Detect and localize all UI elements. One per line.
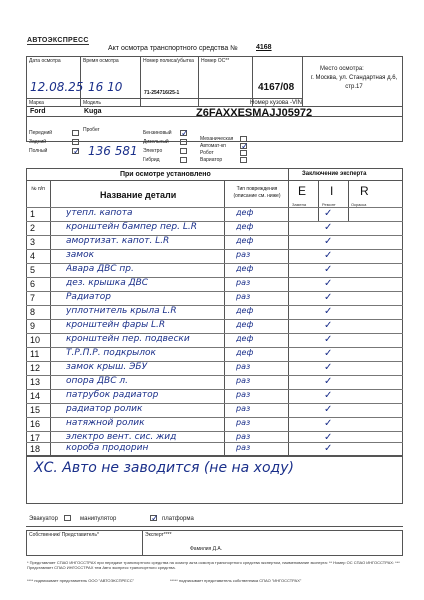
- manip-label: манипулятор: [80, 516, 117, 522]
- row-type: раз: [236, 250, 251, 259]
- row-type: деф: [236, 334, 254, 343]
- row-no: 8: [30, 307, 36, 317]
- row-name: уплотнитель крыла L.R: [66, 306, 177, 316]
- drive-check-1[interactable]: [72, 139, 79, 145]
- row-no: 12: [30, 363, 41, 373]
- table-row: [26, 319, 403, 333]
- table-row: [26, 263, 403, 277]
- date-value: 12.08.25: [30, 80, 84, 94]
- row-mark: ✓: [324, 250, 333, 261]
- row-mark: ✓: [324, 418, 333, 429]
- row-no: 13: [30, 377, 41, 387]
- footnote-3: ***** подписывает представитель собственника СПАО "ИНГОССТРАХ": [170, 578, 302, 583]
- row-name: кронштейн бампер пер. L.R: [66, 222, 197, 232]
- row-type: раз: [236, 443, 251, 452]
- evac-label: Эвакуатор: [29, 516, 58, 522]
- row-name: радиатор ролик: [66, 404, 143, 414]
- row-type: деф: [236, 236, 254, 245]
- row-type: раз: [236, 404, 251, 413]
- row-name: замок: [66, 250, 95, 260]
- manip-tick: ✓: [151, 513, 159, 523]
- table-row: [26, 305, 403, 319]
- row-no: 15: [30, 405, 41, 415]
- time-label: Время осмотра: [83, 58, 119, 64]
- row-mark: ✓: [324, 292, 333, 303]
- model-label: Модель: [83, 100, 101, 106]
- row-type: деф: [236, 306, 254, 315]
- row-name: короба продорин: [66, 443, 149, 453]
- brand-label: Марка: [29, 100, 44, 106]
- row-type: раз: [236, 418, 251, 427]
- row-name: утепл. капота: [66, 208, 133, 218]
- place-value: г. Москва, ул. Стандартная д.6, стр.17: [310, 75, 398, 90]
- col-r-sub: Окраска: [351, 202, 367, 207]
- table-row: [26, 333, 403, 347]
- col-r-header: R: [360, 184, 369, 198]
- logo: АВТОЭКСПРЕСС: [27, 37, 89, 44]
- fuel-item-1: Дизельный: [143, 139, 169, 145]
- row-mark: ✓: [324, 236, 333, 247]
- fuel-check-1[interactable]: [180, 139, 187, 145]
- gearbox-item-0: Механическая: [200, 136, 234, 142]
- row-type: раз: [236, 432, 251, 441]
- row-no: 14: [30, 391, 41, 401]
- col-no-header: № п/п: [31, 186, 45, 192]
- row-no: 6: [30, 279, 36, 289]
- row-no: 11: [30, 349, 40, 359]
- row-type: раз: [236, 278, 251, 287]
- table-row: [26, 361, 403, 375]
- row-name: кронштейн пер. подвески: [66, 334, 190, 344]
- table-row: [26, 249, 403, 263]
- col-i-header: I: [330, 184, 334, 198]
- row-no: 16: [30, 419, 41, 429]
- row-name: натяжной ролик: [66, 418, 145, 428]
- row-name: Т.Р.П.Р. подкрылок: [66, 348, 156, 358]
- fuel-item-3: Гибрид: [143, 157, 160, 163]
- fuel-tick: ✓: [181, 128, 189, 138]
- row-mark: ✓: [324, 306, 333, 317]
- policy-value: 71-254716/25-1: [144, 90, 180, 96]
- row-mark: ✓: [324, 362, 333, 373]
- place-label: Место осмотра:: [320, 66, 364, 72]
- mileage-value: 136 581: [88, 144, 138, 158]
- act-number: 4168: [256, 44, 272, 51]
- row-no: 9: [30, 321, 36, 331]
- row-mark: ✓: [324, 404, 333, 415]
- row-no: 5: [30, 265, 36, 275]
- table-row: [26, 442, 403, 456]
- drive-item-2: Полный: [29, 148, 48, 154]
- col-e-header: E: [298, 184, 307, 198]
- evac-check[interactable]: [64, 515, 71, 521]
- row-no: 3: [30, 237, 36, 247]
- date-label: Дата осмотра: [29, 58, 61, 64]
- ins-label: Номер ОС**: [201, 58, 230, 64]
- drive-tick: ✓: [73, 146, 81, 156]
- table-row: [26, 221, 403, 235]
- col-type-header: Тип повреждения (описание см. ниже): [233, 186, 281, 199]
- row-mark: ✓: [324, 390, 333, 401]
- expert-name: Фамилия Д.А.: [190, 546, 223, 552]
- row-mark: ✓: [324, 376, 333, 387]
- table-row: [26, 403, 403, 417]
- drive-check-0[interactable]: [72, 130, 79, 136]
- row-mark: ✓: [324, 278, 333, 289]
- row-mark: ✓: [324, 348, 333, 359]
- time-value: 16 10: [88, 80, 123, 94]
- row-no: 18: [30, 444, 41, 454]
- table-row: [26, 375, 403, 389]
- row-no: 1: [30, 209, 36, 219]
- table-header-right: Заключение эксперта: [302, 171, 367, 177]
- table-row: [26, 417, 403, 431]
- row-no: 2: [30, 223, 36, 233]
- vin-label: Номер кузова -VIN: [250, 100, 302, 106]
- row-type: раз: [236, 376, 251, 385]
- table-row: [26, 389, 403, 403]
- table-header-left: При осмотре установлено: [120, 171, 211, 178]
- drive-item-0: Передний: [29, 130, 53, 136]
- row-name: электро вент. сис. жид: [66, 432, 177, 442]
- gearbox-check-3[interactable]: [240, 157, 247, 163]
- platform-label: платформа: [162, 516, 194, 522]
- table-row: [26, 207, 403, 221]
- ins-value: 4167/08: [258, 82, 295, 93]
- row-type: деф: [236, 320, 254, 329]
- row-no: 17: [30, 433, 41, 443]
- fuel-item-2: Электро: [143, 148, 163, 154]
- mileage-label: Пробег: [83, 127, 100, 133]
- policy-label: Номер полиса/убытка: [143, 58, 194, 64]
- gearbox-item-2: Робот: [200, 150, 214, 156]
- row-name: опора ДВС л.: [66, 376, 128, 386]
- row-no: 10: [30, 335, 41, 345]
- model-value: Kuga: [84, 108, 102, 115]
- row-type: раз: [236, 390, 251, 399]
- table-row: [26, 235, 403, 249]
- row-mark: ✓: [324, 443, 333, 454]
- row-mark: ✓: [324, 320, 333, 331]
- row-mark: ✓: [324, 208, 333, 219]
- brand-value: Ford: [30, 108, 46, 115]
- vin-value: Z6FAXXESMAJJ05972: [196, 107, 313, 119]
- row-mark: ✓: [324, 264, 333, 275]
- col-i-sub: Ремонт: [322, 202, 336, 207]
- row-name: патрубок радиатор: [66, 390, 159, 400]
- row-name: Радиатор: [66, 292, 111, 302]
- table-row: [26, 291, 403, 305]
- row-type: деф: [236, 348, 254, 357]
- table-row: [26, 347, 403, 361]
- gearbox-tick: ✓: [241, 141, 249, 151]
- inspection-note: ХС. Авто не заводится (не на ходу): [34, 460, 294, 476]
- fuel-check-3[interactable]: [180, 157, 187, 163]
- footnote-1: * Представляет СПАО ИНГОССТРАХ при передаче транспортного средства на осмотр акта осмотра транспортного средства экспертом, наименование эксперта: ** Номер ОС СПАО ИНГОССТРАХ: *** Представляет СПАО ИНГОССТРАХ тем Авто экспресс транспортного средства.: [27, 560, 400, 570]
- row-mark: ✓: [324, 334, 333, 345]
- col-name-header: Название детали: [100, 190, 177, 200]
- footnote-2: **** подписывает представитель ООО "АВТОЭКСПРЕСС": [27, 578, 134, 583]
- col-e-sub: Замена: [292, 202, 307, 207]
- row-name: амортизат. капот. L.R: [66, 236, 170, 246]
- drive-item-1: Задний: [29, 139, 47, 145]
- table-row: [26, 277, 403, 291]
- row-name: кронштейн фары L.R: [66, 320, 166, 330]
- row-mark: ✓: [324, 222, 333, 233]
- gearbox-item-1: Автомат-кп: [200, 143, 226, 149]
- row-name: дез. крышка ДВС: [66, 278, 149, 288]
- row-type: деф: [236, 208, 254, 217]
- page-title: Акт осмотра транспортного средства №: [108, 45, 238, 52]
- row-type: деф: [236, 222, 254, 231]
- owner-signature-label: Собственник/ Представитель*: [29, 532, 99, 538]
- row-type: деф: [236, 264, 254, 273]
- row-type: раз: [236, 292, 251, 301]
- row-no: 4: [30, 251, 36, 261]
- row-no: 7: [30, 293, 36, 303]
- row-name: замок крыш. ЭБУ: [66, 362, 148, 372]
- gearbox-item-3: Вариатор: [200, 157, 223, 163]
- expert-signature-label: Эксперт****: [145, 532, 172, 538]
- fuel-item-0: Бензиновый: [143, 130, 172, 136]
- row-name: Авара ДВС пр.: [66, 264, 134, 274]
- row-mark: ✓: [324, 432, 333, 443]
- row-type: раз: [236, 362, 251, 371]
- fuel-check-2[interactable]: [180, 148, 187, 154]
